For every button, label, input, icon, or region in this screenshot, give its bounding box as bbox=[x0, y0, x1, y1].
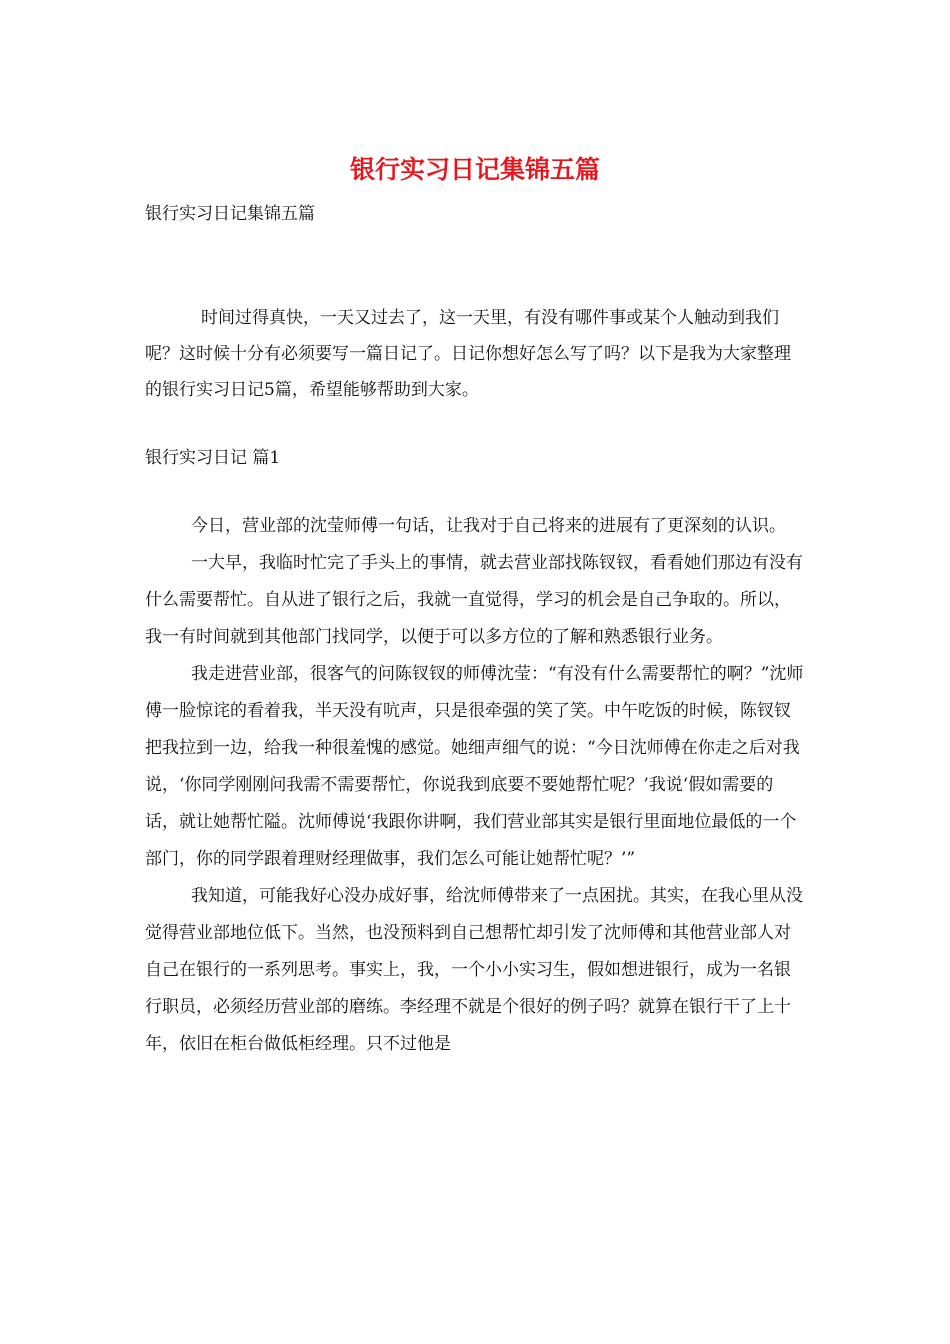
document-title: 银行实习日记集锦五篇 bbox=[349, 155, 600, 184]
document-subtitle: 银行实习日记集锦五篇 bbox=[145, 204, 315, 224]
body-paragraph: 我知道，可能我好心没办成好事，给沈师傅带来了一点困扰。其实，在我心里从没觉得营业部地位低下。当然，也没预料到自己想帮忙却引发了沈师傅和其他营业部人对自己在银行的一系列思考。事实上，我，一个小小实习生，假如想进银行，成为一名银行职员，必须经历营业部的磨练。李经理不就是个很好的例子吗？就算在银行干了上十年，依旧在柜台做低柜经理。只不过他是 bbox=[145, 886, 803, 1054]
intro-paragraph: 时间过得真快，一天又过去了，这一天里，有没有哪件事或某个人触动到我们呢？这时候十分有必须要写一篇日记了。日记你想好怎么写了吗？以下是我为大家整理的银行实习日记5篇，希望能够帮助到大家。 bbox=[145, 308, 791, 400]
section-heading: 银行实习日记 篇1 bbox=[145, 448, 281, 468]
diary-body bbox=[145, 508, 805, 1063]
body-paragraph: 一大早，我临时忙完了手头上的事情，就去营业部找陈钗钗，看看她们那边有没有什么需要帮忙。自从进了银行之后，我就一直觉得，学习的机会是自己争取的。所以，我一有时间就到其他部门找同学，以便于可以多方位的了解和熟悉银行业务。 bbox=[145, 553, 803, 647]
body-paragraph: 今日，营业部的沈莹师傅一句话，让我对于自己将来的进展有了更深刻的认识。 bbox=[191, 516, 786, 536]
intro-section bbox=[145, 300, 805, 408]
body-paragraph: 我走进营业部，很客气的问陈钗钗的师傅沈莹：“有没有什么需要帮忙的啊？”沈师傅一脸惊诧的看着我，半天没有吭声，只是很牵强的笑了笑。中午吃饭的时候，陈钗钗把我拉到一边，给我一种很羞愧的感觉。她细声细气的说：“今日沈师傅在你走之后对我说，‘你同学刚刚问我需不需要帮忙，你说我到底要不要她帮忙呢？’我说‘假如需要的话，就让她帮忙隘。沈师傅说‘我跟你讲啊，我们营业部其实是银行里面地位最低的一个部门，你的同学跟着理财经理做事，我们怎么可能让她帮忙呢？’” bbox=[145, 664, 804, 869]
